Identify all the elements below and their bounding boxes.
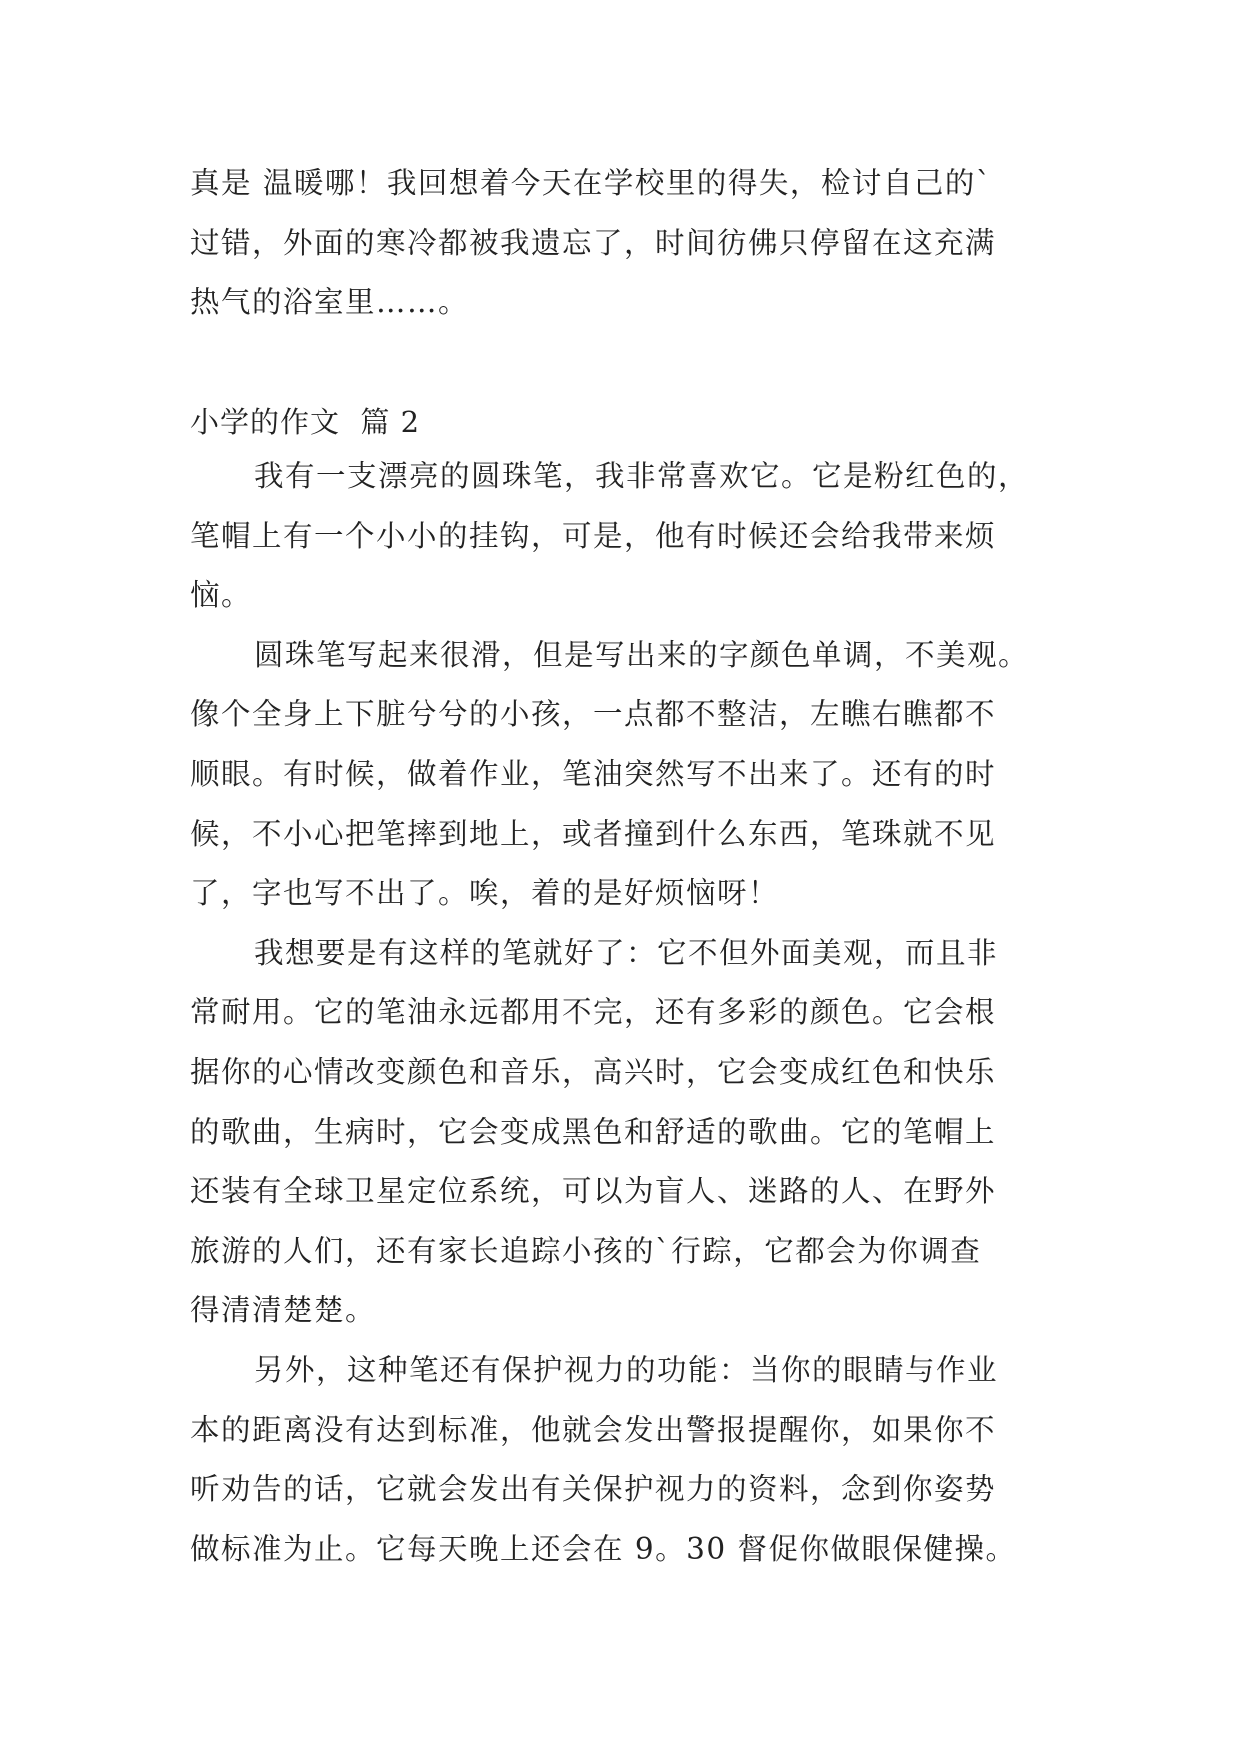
text-line: 圆珠笔写起来很滑，但是写出来的字颜色单调，不美观。 [254,637,1030,672]
text-line: 过错，外面的寒冷都被我遗忘了，时间彷佛只停留在这充满 [190,225,997,260]
section-heading: 小学的作文 篇 2 [190,405,421,439]
text-line: 真是 温暖哪！我回想着今天在学校里的得失，检讨自己的` [190,166,993,200]
text-line: 笔帽上有一个小小的挂钩，可是，他有时候还会给我带来烦 [190,518,997,553]
text-line: 听劝告的话，它就会发出有关保护视力的资料，念到你姿势 [190,1472,997,1507]
text-line: 我想要是有这样的笔就好了：它不但外面美观，而且非 [254,935,999,970]
text-line: 旅游的人们，还有家长追踪小孩的`行踪，它都会为你调查 [190,1233,982,1268]
text-line: 还装有全球卫星定位系统，可以为盲人、迷路的人、在野外 [190,1174,997,1209]
text-line: 本的距离没有达到标准，他就会发出警报提醒你，如果你不 [190,1412,997,1447]
text-line: 像个全身上下脏兮兮的小孩，一点都不整洁，左瞧右瞧都不 [190,697,997,732]
text-line: 热气的浴室里……。 [190,285,470,320]
text-line: 了，字也写不出了。唉，着的是好烦恼呀！ [190,876,780,911]
text-line: 做标准为止。它每天晚上还会在 9。30 督促你做眼保健操。 [190,1531,1017,1566]
text-line: 候，不小心把笔摔到地上，或者撞到什么东西，笔珠就不见 [190,816,997,851]
text-line: 得清清楚楚。 [190,1293,377,1328]
text-line: 另外，这种笔还有保护视力的功能：当你的眼睛与作业 [254,1352,999,1387]
essay-body [190,447,1070,1579]
text-line: 我有一支漂亮的圆珠笔，我非常喜欢它。它是粉红色的， [254,459,1030,493]
text-line: 的歌曲，生病时，它会变成黑色和舒适的歌曲。它的笔帽上 [190,1114,997,1149]
text-line: 恼。 [190,578,253,613]
text-line: 常耐用。它的笔油永远都用不完，还有多彩的颜色。它会根 [190,995,997,1030]
text-line: 顺眼。有时候，做着作业，笔油突然写不出来了。还有的时 [190,756,997,791]
text-line: 据你的心情改变颜色和音乐，高兴时，它会变成红色和快乐 [190,1054,997,1089]
intro-paragraph [190,154,1070,333]
